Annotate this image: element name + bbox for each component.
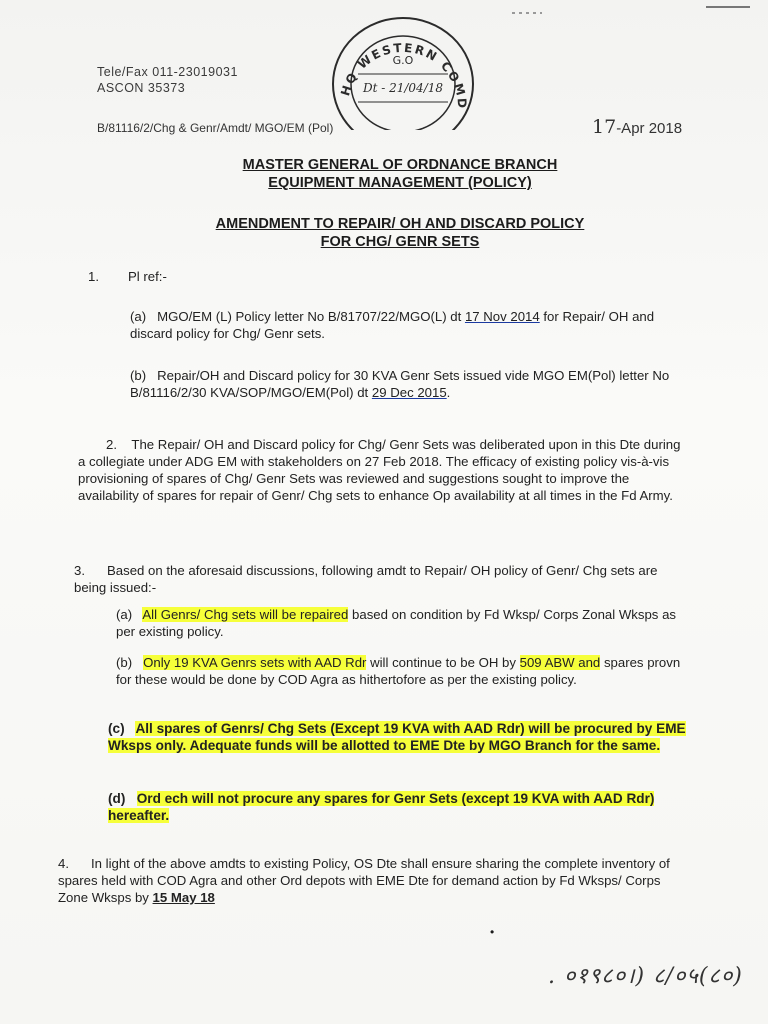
- para-3a-label: (a): [116, 607, 133, 622]
- para-1b: [130, 367, 690, 401]
- para-3b: [116, 654, 686, 688]
- date-handwritten: 17: [592, 116, 617, 138]
- contact-block: [97, 64, 238, 96]
- para-3-text: Based on the aforesaid discussions, following amdt to Repair/ OH policy of Genr/ Chg sets are being issued:-: [74, 563, 658, 595]
- para-1-number: 1.: [88, 269, 99, 284]
- subject-heading: [170, 215, 630, 251]
- para-1b-date: 29 Dec 2015: [371, 385, 447, 400]
- letter-date: [592, 116, 682, 138]
- handwritten-signature: . ०१९८०।) ८/०५(८०): [548, 964, 743, 989]
- para-1b-text2: .: [446, 385, 451, 400]
- para-3b-highlight1: Only 19 KVA Genrs sets with AAD Rdr: [143, 655, 367, 670]
- para-3a: [116, 606, 686, 640]
- para-3a-text: based on condition by Fd Wksp/ Corps Zonal Wksps as per existing policy.: [116, 607, 676, 639]
- para-3b-text1: will continue to be OH by: [366, 655, 520, 670]
- para-1b-label: (b): [130, 368, 147, 383]
- para-4-date: 15 May 18: [152, 890, 215, 905]
- para-1b-text1: Repair/OH and Discard policy for 30 KVA Genr Sets issued vide MGO EM(Pol) letter No B/81116/2/30 KVA/SOP/MGO/EM(Pol) dt: [130, 368, 670, 400]
- para-1a-date: 17 Nov 2014: [464, 309, 540, 324]
- para-2-text: The Repair/ OH and Discard policy for Chg/ Genr Sets was deliberated upon in this Dte during a collegiate under ADG EM with stakeholders on 27 Feb 2018. The efficacy of existing policy vis-à-vis provisioning of spares of Chg/ Genr Sets was reviewed and suggestions sought to improve the availability of spares for repair of Genr/ Chg sets to enhance Op availability at all times in the Fd Army.: [78, 437, 681, 503]
- para-3b-label: (b): [116, 655, 133, 670]
- para-3a-highlight: All Genrs/ Chg sets will be repaired: [142, 607, 349, 622]
- telefax: Tele/Fax 011-23019031: [97, 65, 238, 79]
- scan-dots: [512, 12, 542, 14]
- para-1a-text1: MGO/EM (L) Policy letter No B/81707/22/MGO(L) dt: [157, 309, 465, 324]
- subject-line1: AMENDMENT TO REPAIR/ OH AND DISCARD POLICY: [215, 216, 585, 232]
- para-3b-text2: spares provn for these would be done by COD Agra as hithertofore as per the existing policy.: [116, 655, 681, 687]
- para-4: [58, 855, 678, 906]
- para-2: [78, 436, 688, 504]
- ascon: ASCON 35373: [97, 81, 186, 95]
- para-4-text: In light of the above amdts to existing Policy, OS Dte shall ensure sharing the complete inventory of spares held with COD Agra and other Ord depots with EME Dte for demand action by Fd Wksps/ Corps Zone Wksps by: [58, 856, 670, 905]
- pen-dot: •: [490, 925, 495, 939]
- para-3c: [108, 720, 688, 754]
- scan-mark: [706, 6, 750, 8]
- date-printed: -Apr 2018: [616, 120, 683, 137]
- branch-line2: EQUIPMENT MANAGEMENT (POLICY): [268, 175, 532, 191]
- branch-heading: [205, 156, 595, 192]
- para-1: [88, 268, 688, 285]
- para-3d-text: Ord ech will not procure any spares for Genr Sets (except 19 KVA with AAD Rdr) hereafter.: [108, 791, 655, 823]
- para-3c-label: (c): [108, 721, 125, 736]
- para-4-number: 4.: [58, 856, 69, 871]
- stamp-ring-text: HQ WESTERN COMD: [338, 40, 470, 111]
- para-3d: [108, 790, 688, 824]
- para-1-text: Pl ref:-: [128, 269, 167, 284]
- para-1a-label: (a): [130, 309, 147, 324]
- para-1a: [130, 308, 690, 342]
- stamp-center-line1: G.O: [392, 54, 414, 67]
- stamp-date: Dt - 21/04/18: [362, 81, 444, 95]
- para-3b-highlight2: 509 ABW and: [519, 655, 601, 670]
- receipt-stamp: [318, 12, 488, 130]
- para-1a-text2: for Repair/ OH and discard policy for Chg/ Genr sets.: [130, 309, 655, 341]
- para-3-number: 3.: [74, 563, 85, 578]
- subject-line2: FOR CHG/ GENR SETS: [320, 234, 480, 250]
- para-3: [74, 562, 686, 596]
- svg-text:HQ WESTERN COMD: [338, 41, 469, 111]
- reference-number: B/81116/2/Chg & Genr/Amdt/ MGO/EM (Pol): [97, 121, 334, 135]
- para-3c-text: All spares of Genrs/ Chg Sets (Except 19 KVA with AAD Rdr) will be procured by EME Wksps only. Adequate funds will be allotted to EME Dte by MGO Branch for the same.: [108, 721, 686, 753]
- para-3d-label: (d): [108, 791, 126, 806]
- branch-line1: MASTER GENERAL OF ORDNANCE BRANCH: [242, 157, 558, 173]
- para-2-number: 2.: [106, 437, 117, 452]
